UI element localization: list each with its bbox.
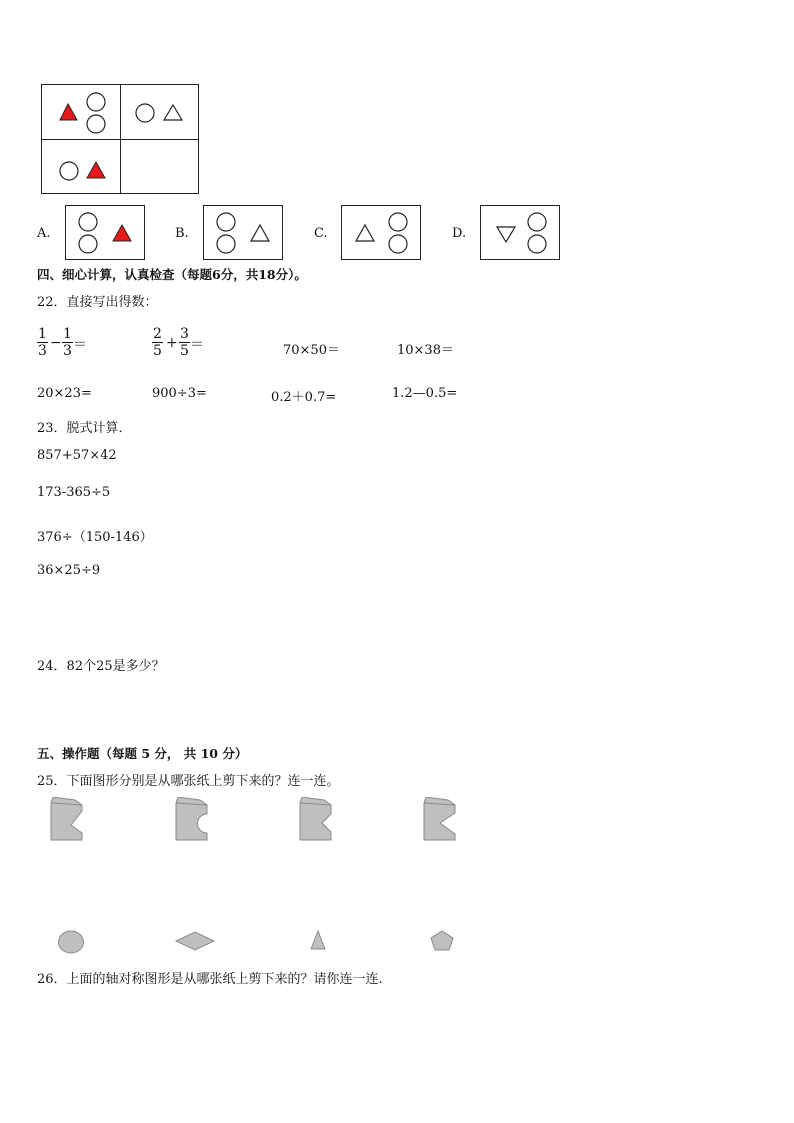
folded-paper-3[interactable] xyxy=(298,797,334,843)
q23-expr-1: 857+57×42 xyxy=(37,448,117,463)
q22-expr-3: 70×50＝ xyxy=(283,343,340,358)
option-a-box[interactable] xyxy=(65,205,145,260)
equals-sign: ＝ xyxy=(190,337,204,353)
circle-icon xyxy=(79,213,97,231)
denominator: 5 xyxy=(180,343,189,359)
triangle-shape[interactable] xyxy=(308,929,328,951)
circle-shape[interactable] xyxy=(57,928,87,956)
equals-sign: ＝ xyxy=(73,337,87,353)
q22-expr-8: 1.2—0.5= xyxy=(392,386,458,401)
option-a-label: A. xyxy=(37,226,51,241)
option-d-box[interactable] xyxy=(480,205,560,260)
folded-paper-1[interactable] xyxy=(49,797,85,843)
q22-expr-6: 900÷3= xyxy=(152,386,207,401)
option-b-box[interactable] xyxy=(203,205,283,260)
pentagon-shape[interactable] xyxy=(429,929,455,953)
red-triangle-icon xyxy=(113,225,131,241)
circle-icon xyxy=(217,235,235,253)
fraction xyxy=(37,326,48,359)
circle-icon xyxy=(79,235,97,253)
folded-paper-2[interactable] xyxy=(174,797,210,843)
denominator: 5 xyxy=(153,343,162,359)
triangle-icon xyxy=(251,225,269,241)
option-d-label: D. xyxy=(452,226,467,241)
section-5-heading: 五、操作题（每题 5 分， 共 10 分） xyxy=(37,746,248,761)
option-d-shapes xyxy=(481,206,561,261)
circle-icon xyxy=(87,93,105,111)
option-c-label: C. xyxy=(314,226,328,241)
q23-title: 23．脱式计算． xyxy=(37,421,132,436)
denominator: 3 xyxy=(38,343,47,359)
section-4-heading: 四、细心计算，认真检查（每题6分，共18分）。 xyxy=(37,267,307,282)
red-triangle-icon xyxy=(60,104,77,120)
q23-expr-2: 173-365÷5 xyxy=(37,485,111,500)
q22-expr-5: 20×23= xyxy=(37,386,92,401)
fraction xyxy=(62,326,73,359)
fraction-expression-1 xyxy=(37,326,97,366)
option-b-shapes xyxy=(204,206,284,261)
fraction xyxy=(152,326,163,359)
fraction xyxy=(179,326,190,359)
operator: − xyxy=(50,335,62,351)
numerator: 1 xyxy=(38,326,47,342)
q25-title: 25．下面图形分别是从哪张纸上剪下来的？连一连。 xyxy=(37,774,340,789)
numerator: 3 xyxy=(180,326,189,342)
triangle-icon xyxy=(356,225,374,241)
folded-paper-4[interactable] xyxy=(422,797,458,843)
q22-title: 22．直接写出得数： xyxy=(37,295,158,310)
numerator: 1 xyxy=(63,326,72,342)
circle-icon xyxy=(136,104,154,122)
pattern-grid xyxy=(41,84,199,194)
q24-text: 24．82个25是多少？ xyxy=(37,659,165,674)
option-b-label: B. xyxy=(175,226,189,241)
grid-shapes xyxy=(42,85,200,195)
q26-title: 26．上面的轴对称图形是从哪张纸上剪下来的？请你连一连. xyxy=(37,972,383,987)
denominator: 3 xyxy=(63,343,72,359)
triangle-icon xyxy=(164,105,182,120)
option-c-shapes xyxy=(342,206,422,261)
operator: + xyxy=(166,335,178,351)
fraction-expression-2 xyxy=(152,326,212,366)
rhombus-shape[interactable] xyxy=(174,930,216,952)
circle-icon xyxy=(528,213,546,231)
circle-icon xyxy=(389,213,407,231)
circle-icon xyxy=(87,115,105,133)
circle-icon xyxy=(60,162,78,180)
q22-expr-4: 10×38＝ xyxy=(397,343,454,358)
q22-expr-7: 0.2＋0.7= xyxy=(271,390,337,405)
option-a-shapes xyxy=(66,206,146,261)
option-c-box[interactable] xyxy=(341,205,421,260)
circle-icon xyxy=(389,235,407,253)
circle-icon xyxy=(217,213,235,231)
numerator: 2 xyxy=(153,326,162,342)
inverted-triangle-icon xyxy=(497,227,515,242)
q23-expr-4: 36×25÷9 xyxy=(37,563,101,578)
circle-icon xyxy=(528,235,546,253)
red-triangle-icon xyxy=(87,162,105,178)
q23-expr-3: 376÷（150-146） xyxy=(37,530,153,545)
